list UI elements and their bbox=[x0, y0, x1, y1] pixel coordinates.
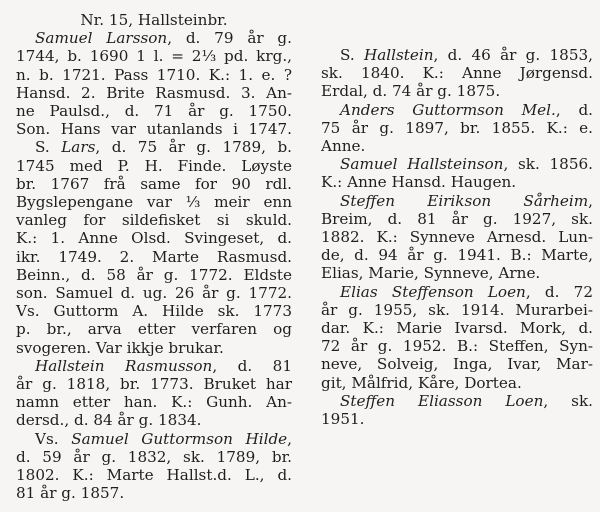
text-segment: , bbox=[287, 429, 292, 448]
text-segment: , sk. 1856. bbox=[503, 155, 593, 174]
text-segment: svogeren. Var ikkje brukar. bbox=[16, 338, 224, 357]
person-name: Hallstein Rasmusson bbox=[35, 356, 213, 375]
text-line bbox=[321, 246, 593, 264]
text-segment: 1882. K.: Synneve Arnesd. Lun- bbox=[321, 228, 593, 247]
entry-paragraph bbox=[321, 101, 593, 156]
text-line bbox=[321, 46, 593, 64]
entry-paragraph bbox=[321, 392, 593, 428]
person-name: Anders Guttormson Mel. bbox=[340, 100, 556, 119]
text-segment: Elias, Marie, Synneve, Arne. bbox=[321, 264, 541, 283]
text-segment: Son. Hans var utanlands i 1747. bbox=[16, 120, 292, 139]
entry-paragraph bbox=[16, 357, 292, 430]
text-line bbox=[16, 29, 292, 47]
text-segment: neve, Solveig, Inga, Ivar, Mar- bbox=[321, 355, 593, 374]
text-line bbox=[16, 320, 292, 338]
text-segment: 1951. bbox=[321, 410, 365, 429]
text-line bbox=[321, 392, 593, 410]
text-line bbox=[16, 102, 292, 120]
person-name: Samuel Hallsteinson bbox=[340, 155, 504, 174]
text-segment: , d. 79 år g. bbox=[167, 29, 292, 48]
text-segment: K.: Anne Hansd. Haugen. bbox=[321, 173, 517, 192]
text-line bbox=[16, 484, 292, 502]
person-name: Lars bbox=[61, 138, 96, 157]
text-line bbox=[16, 430, 292, 448]
text-segment: son. Samuel d. ug. 26 år g. 1772. bbox=[16, 284, 292, 303]
text-line bbox=[16, 411, 292, 429]
text-line bbox=[16, 157, 292, 175]
person-name: Steffen Eliasson Loen bbox=[340, 391, 544, 410]
text-segment: , bbox=[588, 191, 593, 210]
text-segment: Erdal, d. 74 år g. 1875. bbox=[321, 82, 501, 101]
text-segment: , d. 81 bbox=[212, 356, 292, 375]
text-segment: Vs. bbox=[35, 429, 72, 448]
person-name: Samuel Guttormson Hilde bbox=[71, 429, 288, 448]
person-name: Steffen Eirikson Sårheim bbox=[340, 191, 589, 210]
text-segment: ikr. 1749. 2. Marte Rasmusd. bbox=[16, 247, 292, 266]
text-segment: ne Paulsd., d. 71 år g. 1750. bbox=[16, 102, 292, 121]
text-line bbox=[321, 64, 593, 82]
text-line bbox=[321, 155, 593, 173]
text-segment: , sk. bbox=[543, 391, 593, 410]
text-segment: 72 år g. 1952. B.: Steffen, Syn- bbox=[321, 337, 593, 356]
text-line bbox=[16, 357, 292, 375]
text-line bbox=[321, 374, 593, 392]
text-line bbox=[16, 120, 292, 138]
text-line bbox=[16, 47, 292, 65]
text-segment: 81 år g. 1857. bbox=[16, 484, 125, 503]
text-segment: år g. 1818, br. 1773. Bruket har bbox=[16, 375, 292, 394]
text-line bbox=[16, 211, 292, 229]
text-segment: 1802. K.: Marte Hallst.d. L., d. bbox=[16, 466, 292, 485]
entry-paragraph bbox=[321, 155, 593, 191]
entry-paragraph bbox=[16, 29, 292, 138]
text-segment: , d. 75 år g. 1789, b. bbox=[95, 138, 292, 157]
text-segment: dersd., d. 84 år g. 1834. bbox=[16, 411, 202, 430]
text-line bbox=[321, 283, 593, 301]
text-line bbox=[321, 210, 593, 228]
text-column-right bbox=[321, 46, 593, 428]
entry-paragraph bbox=[16, 138, 292, 356]
text-segment: 1745 med P. H. Finde. Løyste bbox=[16, 156, 292, 175]
text-line bbox=[321, 410, 593, 428]
text-segment: S. bbox=[340, 46, 364, 64]
text-segment: d. 59 år g. 1832, sk. 1789, br. bbox=[16, 447, 292, 466]
text-segment: K.: 1. Anne Olsd. Svingeset, d. bbox=[16, 229, 292, 248]
text-segment: vanleg for sildefisket si skuld. bbox=[16, 211, 292, 230]
text-segment: br. 1767 frå same for 90 rdl. bbox=[16, 174, 292, 193]
text-line bbox=[16, 66, 292, 84]
text-line bbox=[321, 82, 593, 100]
text-segment: år g. 1955, sk. 1914. Murarbei- bbox=[321, 300, 593, 319]
text-line bbox=[16, 448, 292, 466]
text-line bbox=[16, 302, 292, 320]
text-line bbox=[321, 301, 593, 319]
text-line bbox=[321, 119, 593, 137]
text-segment: sk. 1840. K.: Anne Jørgensd. bbox=[321, 64, 593, 83]
text-line bbox=[16, 248, 292, 266]
page-title: Nr. 15, Hallsteinbr. bbox=[80, 11, 228, 29]
person-name: Hallstein bbox=[363, 46, 434, 64]
person-name: Elias Steffenson Loen bbox=[340, 282, 526, 301]
text-line bbox=[321, 173, 593, 191]
text-line bbox=[321, 192, 593, 210]
text-segment: n. b. 1721. Pass 1710. K.: 1. e. ? bbox=[16, 65, 292, 84]
text-segment: , d. 46 år g. 1853, bbox=[433, 46, 593, 64]
entry-paragraph bbox=[16, 430, 292, 503]
text-segment: de, d. 94 år g. 1941. B.: Marte, bbox=[321, 246, 593, 265]
text-line bbox=[321, 337, 593, 355]
person-name: Samuel Larsson bbox=[35, 29, 168, 48]
text-line bbox=[16, 175, 292, 193]
text-segment: Beinn., d. 58 år g. 1772. Eldste bbox=[16, 265, 292, 284]
text-segment: Vs. Guttorm A. Hilde sk. 1773 bbox=[16, 302, 292, 321]
text-line bbox=[321, 264, 593, 282]
text-line bbox=[16, 375, 292, 393]
entry-paragraph bbox=[321, 283, 593, 392]
text-segment: 75 år g. 1897, br. 1855. K.: e. bbox=[321, 118, 593, 137]
text-segment: Bygslepengane var ⅓ meir enn bbox=[16, 193, 292, 212]
text-line bbox=[321, 228, 593, 246]
entry-paragraph bbox=[321, 46, 593, 101]
text-segment: 1744, b. 1690 1 l. = 2⅓ pd. krg., bbox=[16, 47, 292, 66]
text-line bbox=[16, 339, 292, 357]
text-line bbox=[321, 101, 593, 119]
text-segment: Hansd. 2. Brite Rasmusd. 3. An- bbox=[16, 83, 292, 102]
text-segment: Breim, d. 81 år g. 1927, sk. bbox=[321, 209, 593, 228]
text-segment: git, Målfrid, Kåre, Dortea. bbox=[321, 373, 522, 392]
text-line bbox=[16, 138, 292, 156]
text-line bbox=[16, 266, 292, 284]
text-segment: dar. K.: Marie Ivarsd. Mork, d. bbox=[321, 319, 593, 338]
text-line bbox=[16, 193, 292, 211]
entry-paragraph bbox=[321, 192, 593, 283]
text-segment: namn etter han. K.: Gunh. An- bbox=[16, 393, 292, 412]
text-line bbox=[321, 137, 593, 155]
text-segment: p. br., arva etter verfaren og bbox=[16, 320, 292, 339]
text-line bbox=[16, 84, 292, 102]
text-line bbox=[16, 393, 292, 411]
text-segment: S. bbox=[35, 138, 62, 157]
text-segment: , d. bbox=[555, 100, 593, 119]
text-line bbox=[321, 319, 593, 337]
text-segment: Anne. bbox=[321, 137, 366, 156]
text-line bbox=[16, 229, 292, 247]
text-line bbox=[16, 466, 292, 484]
text-line bbox=[321, 355, 593, 373]
text-line bbox=[16, 284, 292, 302]
text-segment: , d. 72 bbox=[525, 282, 593, 301]
text-column-left bbox=[16, 11, 292, 502]
